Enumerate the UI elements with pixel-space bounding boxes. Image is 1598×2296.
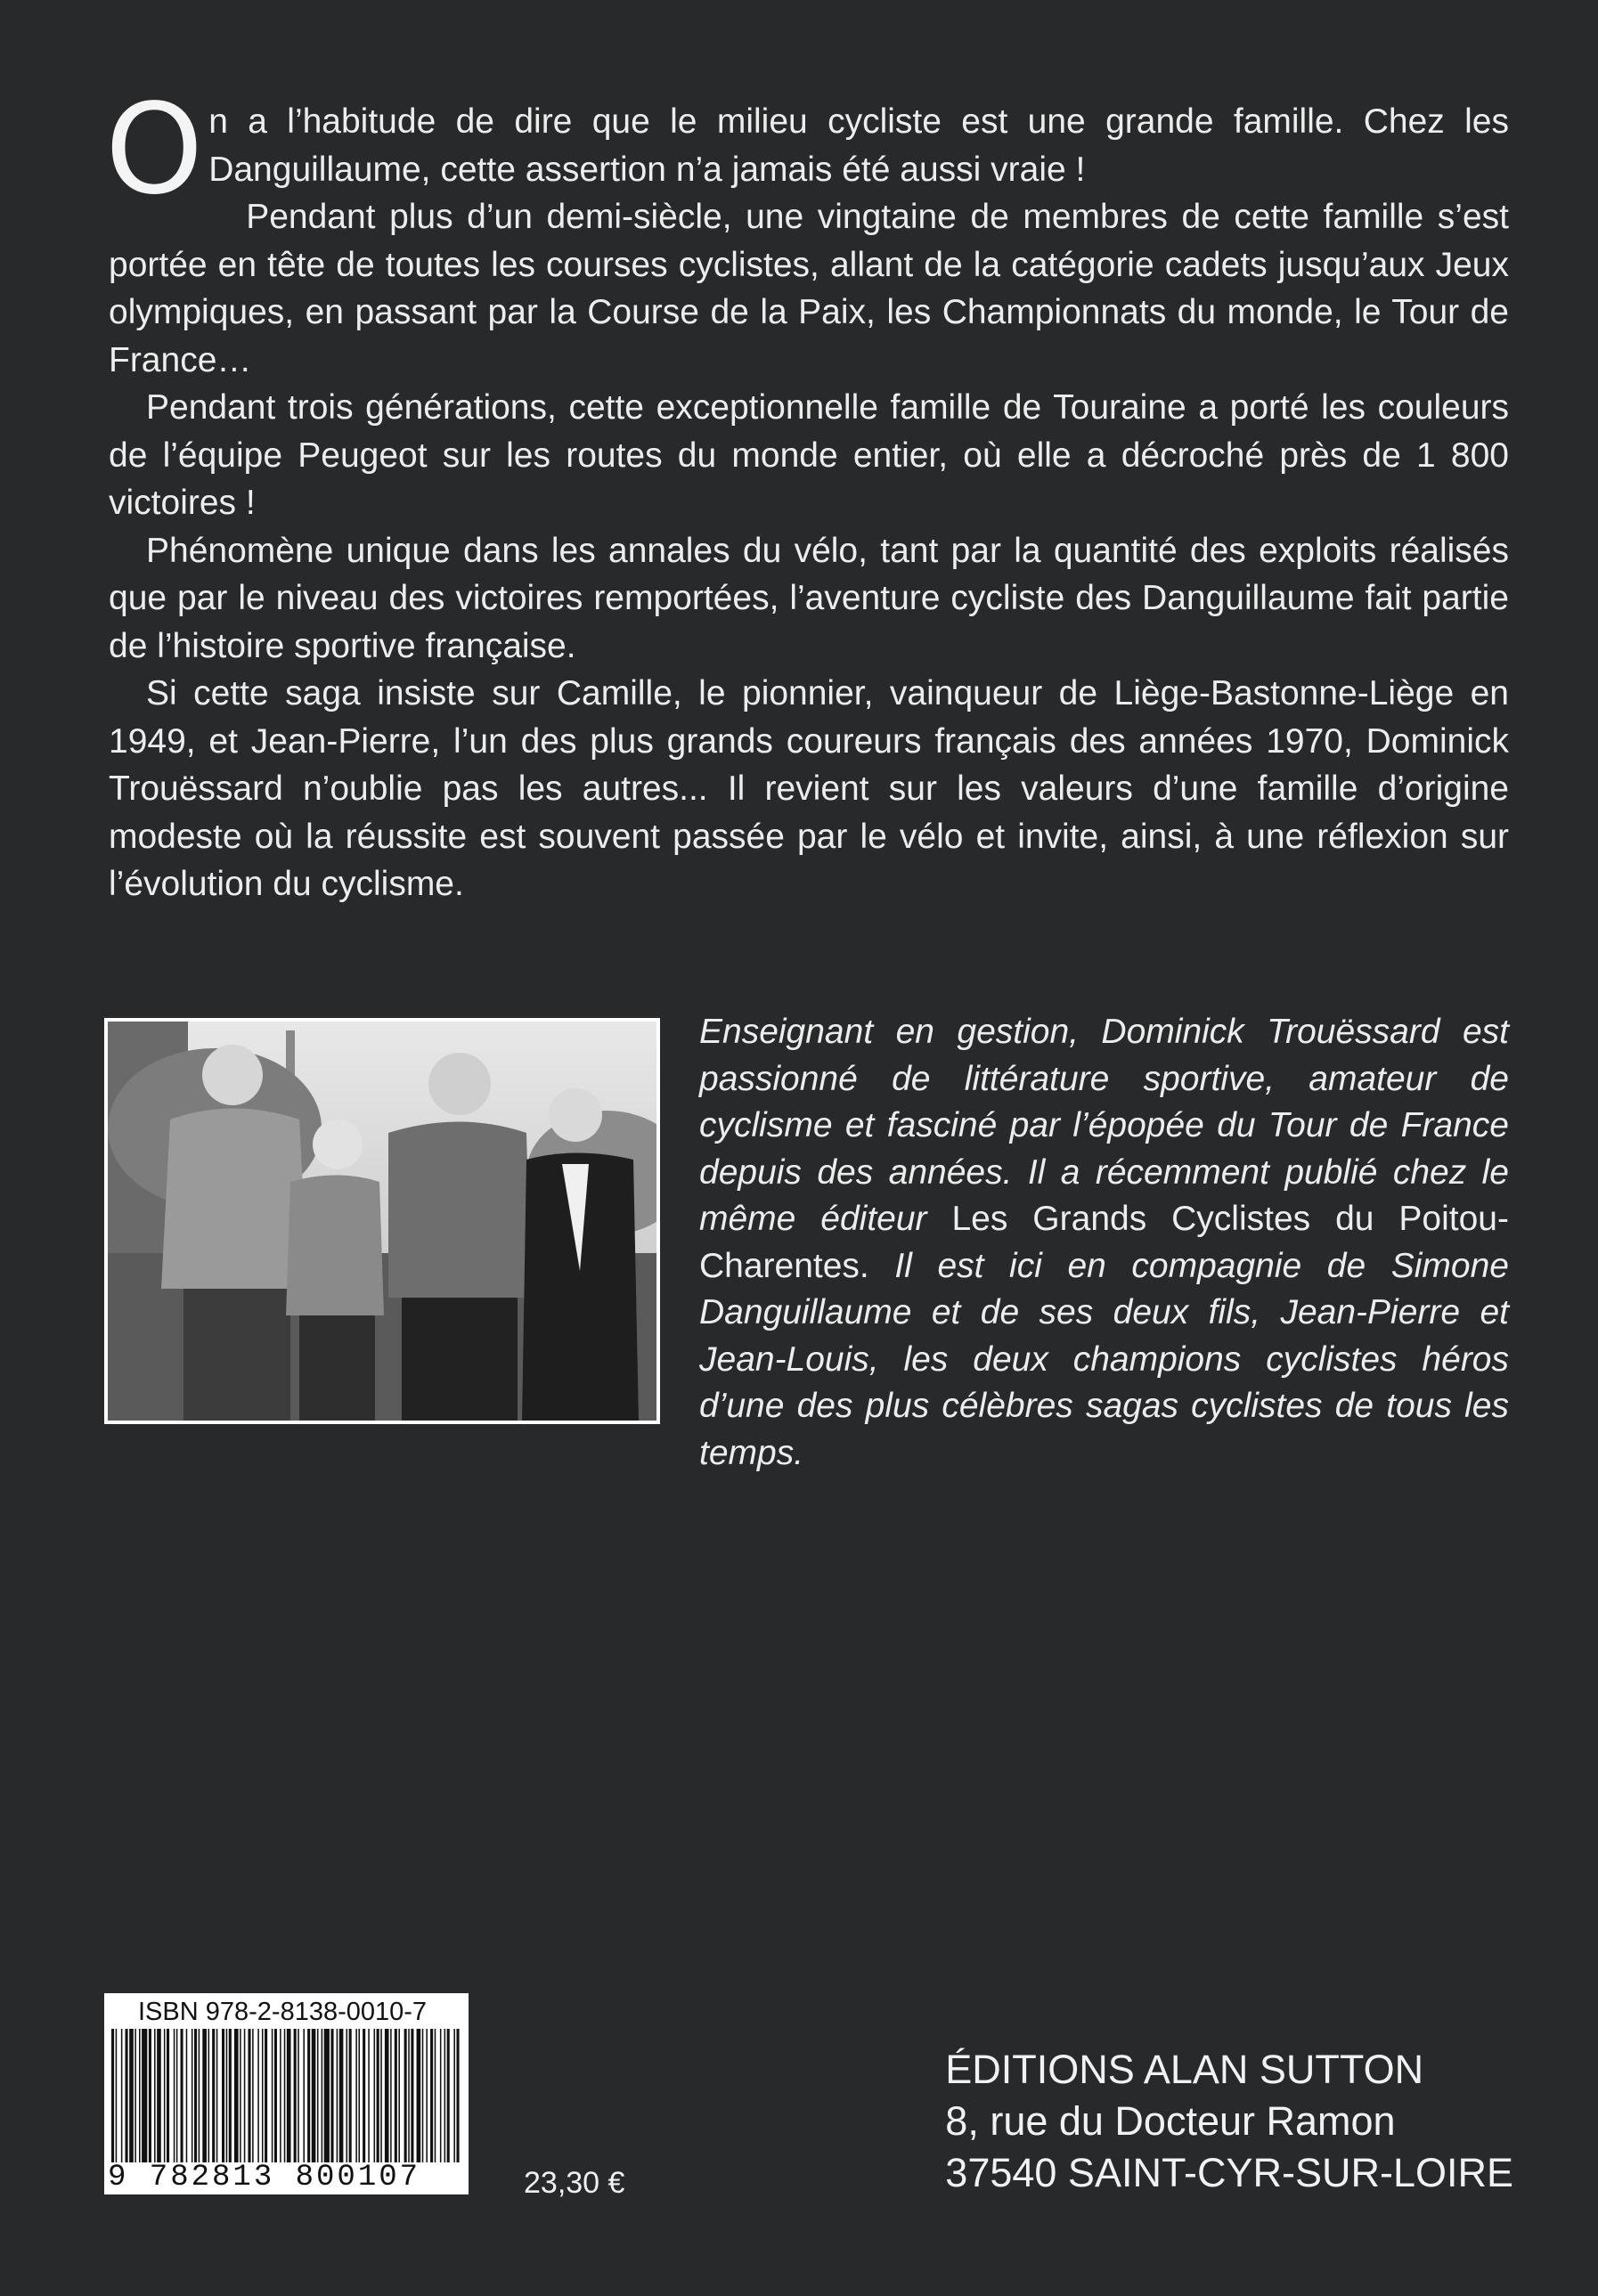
barcode-bar	[440, 2029, 442, 2162]
bio-book-title: Les Grands Cyclistes du Poitou-Charentes.	[699, 1200, 1509, 1285]
barcode-bar	[167, 2029, 169, 2162]
barcode-bar	[248, 2029, 250, 2162]
barcode-bar	[157, 2029, 161, 2162]
publisher-address	[945, 2044, 1513, 2199]
barcode-bar	[212, 2029, 215, 2162]
barcode-bar	[337, 2029, 338, 2162]
barcode-bar	[126, 2029, 128, 2162]
barcode-bar	[222, 2029, 224, 2162]
barcode-bar	[435, 2029, 436, 2162]
barcode-bar	[226, 2029, 228, 2162]
barcode-bar	[154, 2029, 156, 2162]
barcode-bar	[265, 2029, 267, 2162]
barcode-bar	[139, 2029, 141, 2162]
barcode-bar	[444, 2029, 446, 2162]
isbn-label: ISBN 978-2-8138-0010-7	[138, 1998, 428, 2026]
barcode-bar	[312, 2029, 316, 2162]
barcode-bar	[142, 2029, 147, 2162]
barcode-bar	[385, 2029, 389, 2162]
barcode-digits: 9 782813 800107	[108, 2161, 421, 2194]
barcode-bar	[408, 2029, 410, 2162]
barcode-bar	[417, 2029, 421, 2162]
barcode-bar	[422, 2029, 424, 2162]
back-cover-blurb	[105, 77, 1509, 908]
blurb-paragraph-1	[105, 77, 1509, 223]
blurb-paragraph-5: Si cette saga insiste sur Camille, le pionnier, vainqueur de Liège-Bastonne-Liège en 1949, et Jean-Pierre, l’un des plus grands coureurs français des années 1970, Dominick Trouëssard n’oublie pas les autres... Il revient sur les valeurs d’une famille d’origine modeste où la réussite est souvent passée par le vélo et invite, ainsi, à une réflexion sur l’évolution du cyclisme.	[109, 674, 1509, 903]
barcode-bar	[322, 2029, 323, 2162]
barcode-bar	[149, 2029, 151, 2162]
drop-cap: O	[105, 77, 204, 223]
barcode-bar	[194, 2029, 197, 2162]
barcode-bar	[116, 2029, 118, 2162]
barcode-bar	[181, 2029, 183, 2162]
blurb-paragraph-1-text: n a l’habitude de dire que le milieu cycliste est une grande famille. Chez les Danguillaume, cette assertion n’a jamais été aussi vraie !	[208, 102, 1509, 189]
barcode-bar	[303, 2029, 305, 2162]
barcode-bar	[411, 2029, 413, 2162]
author-bio	[699, 1009, 1509, 1477]
author-photo	[104, 1018, 660, 1424]
barcode-bar	[368, 2029, 370, 2162]
barcode-bar	[257, 2029, 259, 2162]
barcode-bar	[272, 2029, 273, 2162]
barcode-bar	[252, 2029, 254, 2162]
bio-text-part-1: Enseignant en gestion, Dominick Trouëssard est passionné de littérature sportive, amateur de cyclisme et fasciné par l’épopée du Tour de France depuis des années. Il a récemment publié chez le même éditeur	[699, 1013, 1509, 1238]
isbn-barcode	[104, 1993, 469, 2194]
barcode-bar	[330, 2029, 333, 2162]
barcode-bar	[374, 2029, 376, 2162]
barcode-bar	[404, 2029, 407, 2162]
barcode-bar	[234, 2029, 239, 2162]
barcode-bar	[129, 2029, 134, 2162]
publisher-name: ÉDITIONS ALAN SUTTON	[945, 2047, 1424, 2092]
barcode-bar	[453, 2029, 455, 2162]
blurb-paragraph-4: Phénomène unique dans les annales du vélo, tant par la quantité des exploits réalisés que par le niveau des victoires remportées, l’aventure cycliste des Danguillaume fait partie de l’histoire sportive française.	[109, 531, 1509, 665]
barcode-bar	[199, 2029, 200, 2162]
publisher-city: 37540 SAINT-CYR-SUR-LOIRE	[945, 2150, 1513, 2195]
barcode-bar	[294, 2029, 297, 2162]
barcode-bar	[307, 2029, 310, 2162]
barcode-bar	[111, 2029, 114, 2162]
barcode-bar	[121, 2029, 123, 2162]
barcode-bar	[398, 2029, 400, 2162]
barcode-bar	[164, 2029, 166, 2162]
bio-text-part-2: Il est ici en compagnie de Simone Danguillaume et de ses deux fils, Jean-Pierre et Jean-Louis, les deux champions cyclistes héros d’une des plus célèbres sagas cyclistes de tous les temps.	[699, 1246, 1509, 1472]
barcode-bar	[358, 2029, 360, 2162]
barcode-bar	[262, 2029, 264, 2162]
barcode-bar	[426, 2029, 428, 2162]
price: 23,30 €	[524, 2166, 625, 2200]
barcode-bar	[174, 2029, 175, 2162]
barcode-bar	[363, 2029, 365, 2162]
barcode-bar	[202, 2029, 207, 2162]
barcode-bar	[192, 2029, 193, 2162]
barcode-bar	[377, 2029, 379, 2162]
barcode-bar	[298, 2029, 299, 2162]
blurb-paragraph-2: Pendant plus d’un demi-siècle, une vingtaine de membres de cette famille s’est portée en tête de toutes les courses cyclistes, allant de la catégorie cadets jusqu’aux Jeux olympiques, en passant par la Course de la Paix, les Championnats du monde, le Tour de France…	[109, 198, 1509, 379]
barcode-bar	[240, 2029, 241, 2162]
barcode-bar	[244, 2029, 246, 2162]
publisher-street: 8, rue du Docteur Ramon	[945, 2098, 1396, 2144]
barcode-bar	[284, 2029, 286, 2162]
barcode-bar	[274, 2029, 277, 2162]
blurb-paragraph-3: Pendant trois générations, cette exceptionnelle famille de Touraine a porté les couleurs de l’équipe Peugeot sur les routes du monde entier, où elle a décroché près de 1 800 victoires !	[109, 388, 1509, 522]
barcode-bar	[176, 2029, 178, 2162]
barcode-bar	[457, 2029, 460, 2162]
barcode-bar	[339, 2029, 344, 2162]
barcode-bar	[280, 2029, 281, 2162]
barcode-bar	[380, 2029, 382, 2162]
barcode-bar	[324, 2029, 330, 2162]
barcode-bar	[135, 2029, 136, 2162]
barcode-bar	[229, 2029, 232, 2162]
barcode-bar	[287, 2029, 291, 2162]
barcode-bar	[430, 2029, 433, 2162]
barcode-bar	[208, 2029, 210, 2162]
barcode-bar	[317, 2029, 319, 2162]
barcode-bar	[355, 2029, 357, 2162]
barcode-bar	[216, 2029, 218, 2162]
family-photo-image	[108, 1022, 656, 1421]
barcode-bar	[347, 2029, 348, 2162]
barcode-bar	[395, 2029, 397, 2162]
barcode-bar	[186, 2029, 188, 2162]
barcode-bars	[108, 2029, 462, 2162]
barcode-bar	[349, 2029, 352, 2162]
barcode-bar	[447, 2029, 450, 2162]
barcode-bar	[390, 2029, 392, 2162]
